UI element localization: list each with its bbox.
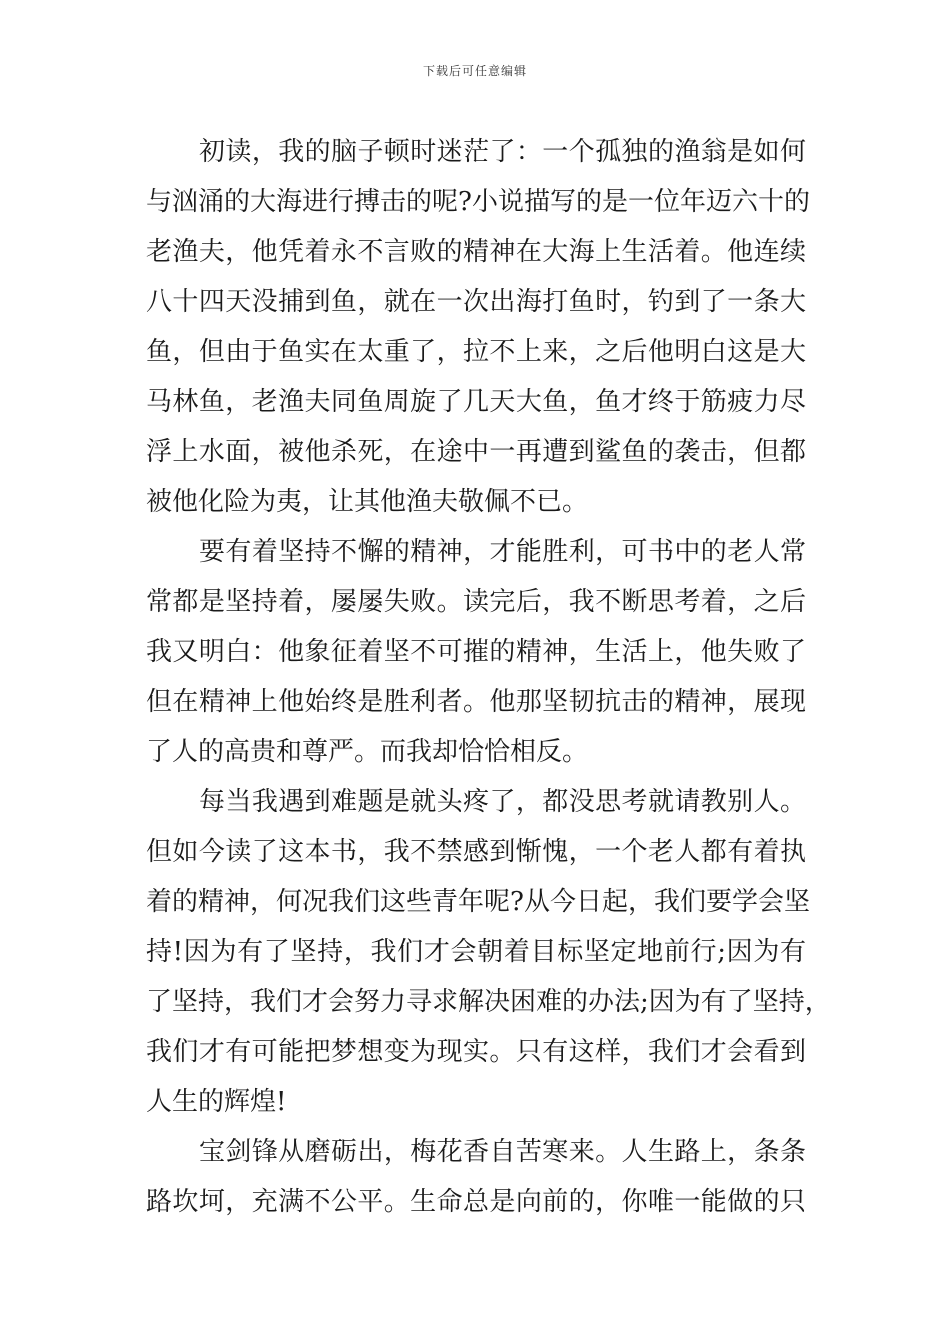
text-line: 着的精神，何况我们这些青年呢?从今日起，我们要学会坚 (146, 887, 810, 917)
document-body (146, 127, 831, 1227)
text-line: 初读，我的脑子顿时迷茫了：一个孤独的渔翁是如何 (199, 137, 806, 167)
text-line: 浮上水面，被他杀死，在途中一再遭到鲨鱼的袭击，但都 (146, 437, 806, 467)
text-line: 持!因为有了坚持，我们才会朝着目标坚定地前行;因为有 (146, 937, 806, 967)
text-line: 八十四天没捕到鱼，就在一次出海打鱼时，钓到了一条大 (146, 287, 806, 317)
text-line: 马林鱼，老渔夫同鱼周旋了几天大鱼，鱼才终于筋疲力尽 (146, 387, 806, 417)
text-line: 了人的高贵和尊严。而我却恰恰相反。 (146, 737, 589, 767)
text-line: 路坎坷，充满不公平。生命总是向前的，你唯一能做的只 (146, 1187, 806, 1217)
paragraph-3 (146, 777, 831, 1127)
text-line: 老渔夫，他凭着永不言败的精神在大海上生活着。他连续 (146, 237, 806, 267)
text-line: 被他化险为夷，让其他渔夫敬佩不已。 (146, 487, 589, 517)
paragraph-1 (146, 127, 810, 527)
text-line: 宝剑锋从磨砺出，梅花香自苦寒来。人生路上，条条 (199, 1137, 806, 1167)
text-line: 我们才有可能把梦想变为现实。只有这样，我们才会看到 (146, 1037, 806, 1067)
paragraph-2 (146, 527, 806, 777)
text-line: 要有着坚持不懈的精神，才能胜利，可书中的老人常 (199, 537, 806, 567)
text-line: 人生的辉煌! (146, 1087, 287, 1117)
text-line: 但如今读了这本书，我不禁感到惭愧，一个老人都有着执 (146, 837, 806, 867)
text-line: 与汹涌的大海进行搏击的呢?小说描写的是一位年迈六十的 (146, 187, 810, 217)
text-line: 常都是坚持着，屡屡失败。读完后，我不断思考着，之后 (146, 587, 806, 617)
text-line: 了坚持，我们才会努力寻求解决困难的办法;因为有了坚持， (146, 987, 831, 1017)
text-line: 但在精神上他始终是胜利者。他那坚韧抗击的精神，展现 (146, 687, 806, 717)
text-line: 鱼，但由于鱼实在太重了，拉不上来，之后他明白这是大 (146, 337, 806, 367)
text-line: 每当我遇到难题是就头疼了，都没思考就请教别人。 (199, 787, 806, 817)
paragraph-4 (146, 1127, 806, 1227)
page-header: 下载后可任意编辑 (422, 64, 527, 78)
text-line: 我又明白：他象征着坚不可摧的精神，生活上，他失败了 (146, 637, 806, 667)
